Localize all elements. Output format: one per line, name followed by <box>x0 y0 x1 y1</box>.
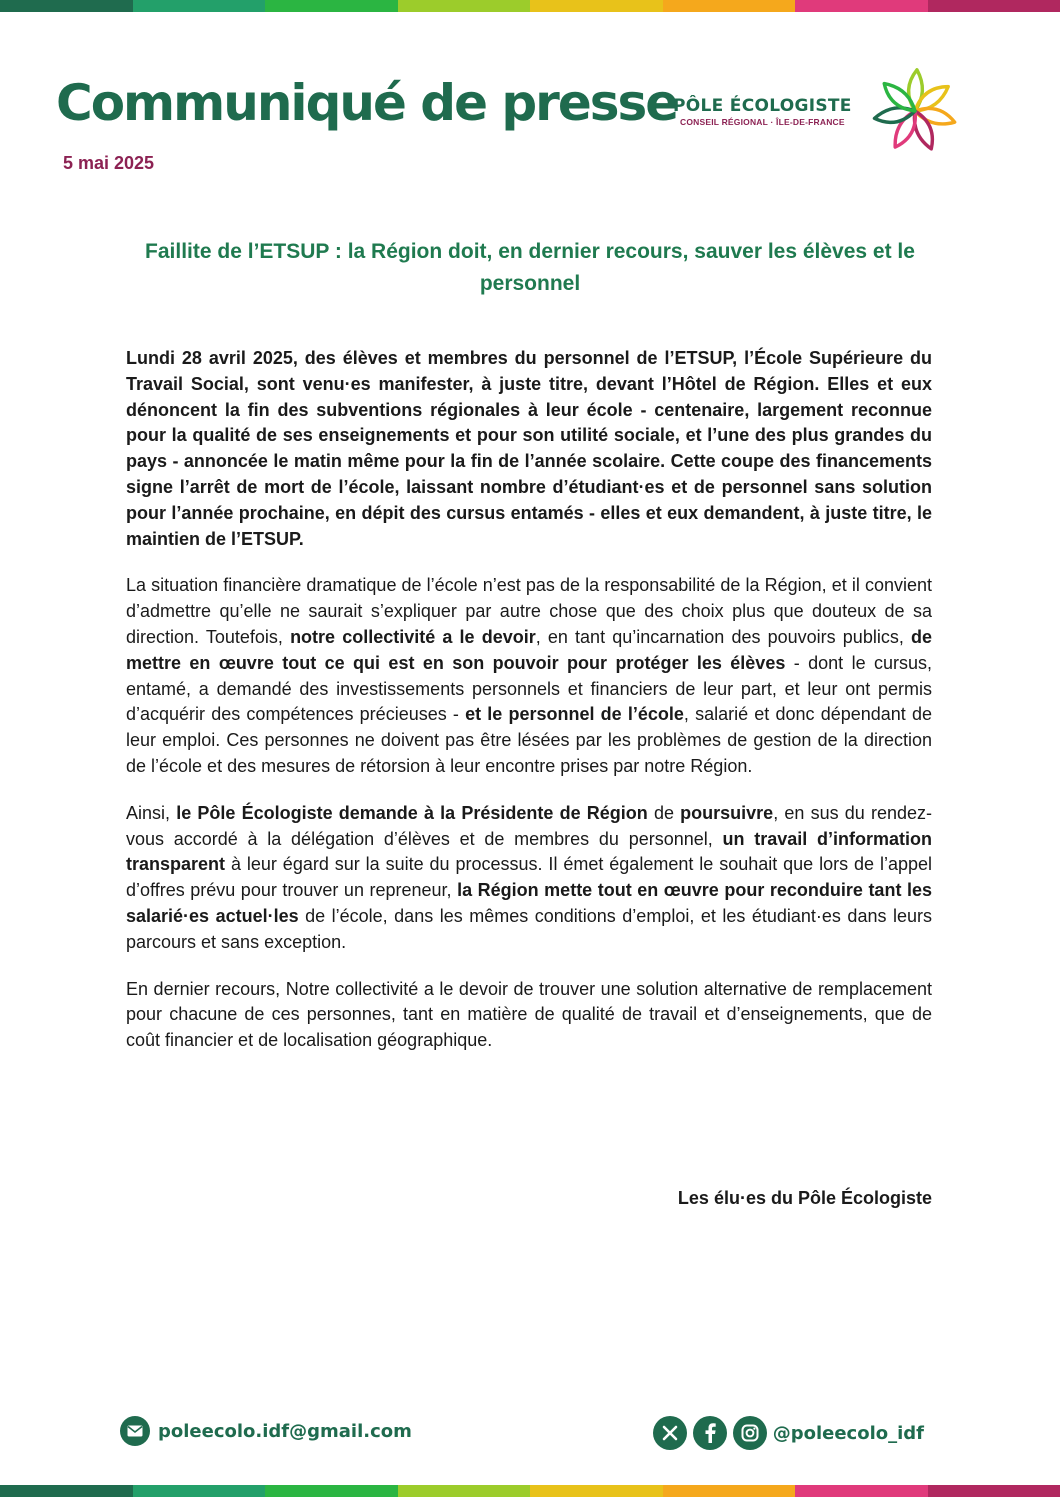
bottom-color-stripe <box>0 1485 1060 1497</box>
bold-text: de mettre en œuvre tout ce qui est en son pouvoir pour protéger les élèves <box>126 626 932 673</box>
email-address[interactable]: poleecolo.idf@gmail.com <box>158 1420 412 1442</box>
x-icon[interactable] <box>653 1416 687 1450</box>
paragraph <box>126 346 932 552</box>
bold-text: poursuivre <box>680 802 774 823</box>
stripe-segment <box>0 0 133 12</box>
bold-text: le Pôle Écologiste demande à la Présidente de Région <box>176 802 648 823</box>
text: , en tant qu’incarnation des pouvoirs publics, <box>535 626 911 647</box>
bold-text: la Région mette tout en œuvre pour reconduire tant les salarié·es actuel·les <box>126 880 932 926</box>
footer-email[interactable] <box>120 1416 412 1446</box>
logo-subtitle: CONSEIL RÉGIONAL · ÎLE-DE-FRANCE <box>679 117 845 127</box>
text: de l’école, dans les mêmes conditions d’emploi, et les étudiant·es dans leurs parcours et sans exception. <box>126 905 932 952</box>
text: En dernier recours, Notre collectivité a le devoir de trouver une solution alternative de remplacement pour chacune de ces personnes, tant en matière de qualité de travail et d’enseignements, que de coût financier et de localisation géographique. <box>126 978 932 1051</box>
stripe-segment <box>133 1485 266 1497</box>
flower-logo-icon <box>866 62 964 160</box>
social-handle[interactable]: @poleecolo_idf <box>772 1422 924 1444</box>
stripe-segment <box>133 0 266 12</box>
paragraph <box>126 977 932 1054</box>
bold-text: un travail d’information transparent <box>126 828 932 875</box>
stripe-segment <box>928 0 1060 12</box>
bold-text: Lundi 28 avril 2025, des élèves et membres du personnel de l’ETSUP, l’École Supérieure du Travail Social, sont venu·es manifester, à juste titre, devant l’Hôtel de Région. Elles et eux dénoncent la fin des subventions régionales à leur école - centenaire, largement reconnue pour la qualité de ses enseignements et pour son utilité sociale, et l’une des plus grandes du pays - annoncée le matin même pour la fin de l’année scolaire. Cette coupe des financements signe l’arrêt de mort de l’école, laissant nombre d’étudiant·es et de personnel sans solution pour l’année prochaine, en dépit des cursus entamés - elles et eux demandent, à juste titre, le maintien de l’ETSUP. <box>126 348 932 549</box>
logo-name: PÔLE ÉCOLOGISTE <box>673 96 852 116</box>
text: Ainsi, <box>126 802 177 823</box>
instagram-icon[interactable] <box>733 1416 767 1450</box>
paragraph <box>126 573 932 779</box>
stripe-segment <box>530 0 663 12</box>
stripe-segment <box>398 0 531 12</box>
text: à leur égard sur la suite du processus. Il émet également le souhait que lors de l’appel d’offres prévu pour trouver un repreneur, <box>126 854 932 901</box>
text: , en sus du rendez-vous accordé à la délégation d’élèves et de membres du personnel, <box>126 802 933 849</box>
text: La situation financière dramatique de l’école n’est pas de la responsabilité de la Région, et il convient d’admettre qu’elle ne saurait s’expliquer par autre chose que des choix plus que douteux de sa direction. Toutefois, <box>126 575 932 647</box>
mail-icon <box>120 1416 150 1446</box>
stripe-segment <box>398 1485 531 1497</box>
stripe-segment <box>795 0 928 12</box>
headline: Faillite de l’ETSUP : la Région doit, en dernier recours, sauver les élèves et le personnel <box>145 240 915 295</box>
stripe-segment <box>530 1485 663 1497</box>
text: de <box>647 802 681 823</box>
page-title: Communiqué de presse <box>56 74 678 132</box>
stripe-segment <box>0 1485 133 1497</box>
stripe-segment <box>265 0 398 12</box>
top-color-stripe <box>0 0 1060 12</box>
bold-text: notre collectivité a le devoir <box>290 626 536 647</box>
organization-logo <box>673 96 852 127</box>
stripe-segment <box>663 0 796 12</box>
footer-social <box>653 1416 924 1450</box>
stripe-segment <box>928 1485 1060 1497</box>
signature: Les élu·es du Pôle Écologiste <box>677 1188 932 1208</box>
bold-text: et le personnel de l’école <box>465 704 684 725</box>
text: , salarié et donc dépendant de leur emploi. Ces personnes ne doivent pas être lésées par les problèmes de gestion de la direction de l’école et des mesures de rétorsion à leur encontre prises par notre Région. <box>126 704 933 776</box>
press-release-body <box>126 346 932 1075</box>
paragraph <box>126 801 932 956</box>
stripe-segment <box>663 1485 796 1497</box>
facebook-icon[interactable] <box>693 1416 727 1450</box>
publication-date: 5 mai 2025 <box>63 153 155 173</box>
text: - dont le cursus, entamé, a demandé des investissements personnels et financiers de leur part, et leur ont permis d’acquérir des compétences précieuses - <box>126 652 933 725</box>
stripe-segment <box>795 1485 928 1497</box>
stripe-segment <box>265 1485 398 1497</box>
